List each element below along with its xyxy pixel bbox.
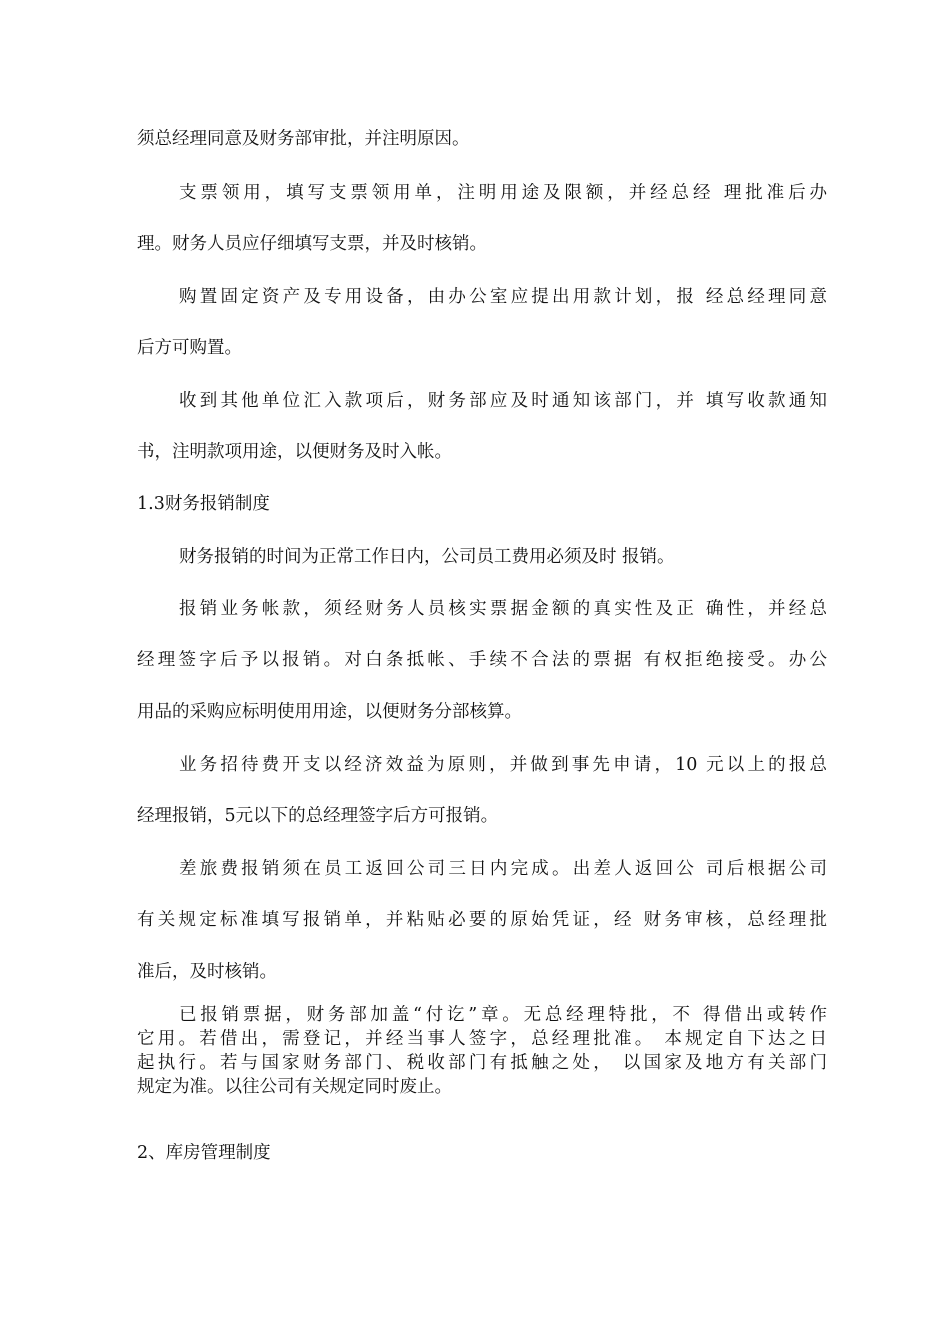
text-line: 准后，及时核销。 (137, 962, 277, 982)
text-line: 经理签字后予以报销。对白条抵帐、手续不合法的票据 有权拒绝接受。办公 (137, 650, 827, 670)
text-line: 经理报销，5元以下的总经理签字后方可报销。 (137, 806, 499, 826)
text-line: 有关规定标准填写报销单，并粘贴必要的原始凭证，经 财务审核，总经理批 (137, 910, 827, 930)
text-line: 业务招待费开支以经济效益为原则，并做到事先申请，10 元以上的报总 (179, 755, 827, 775)
text-line: 须总经理同意及财务部审批，并注明原因。 (137, 129, 470, 149)
text-line: 1.3财务报销制度 (137, 494, 270, 514)
text-line: 后方可购置。 (137, 338, 242, 358)
text-line: 差旅费报销须在员工返回公司三日内完成。出差人返回公 司后根据公司 (179, 859, 827, 879)
text-line: 理。财务人员应仔细填写支票，并及时核销。 (137, 234, 487, 254)
text-line: 报销业务帐款，须经财务人员核实票据金额的真实性及正 确性，并经总 (179, 599, 827, 619)
text-line: 用品的采购应标明使用用途，以便财务分部核算。 (137, 702, 522, 722)
section-heading-warehouse-management: 2、库房管理制度 (137, 1143, 271, 1163)
text-line: 起执行。若与国家财务部门、税收部门有抵触之处， 以国家及地方有关部门 (137, 1053, 827, 1073)
text-line: 书，注明款项用途，以便财务及时入帐。 (137, 442, 452, 462)
text-line: 它用。若借出，需登记，并经当事人签字，总经理批准。 本规定自下达之日 (137, 1029, 827, 1049)
text-line: 已报销票据，财务部加盖“付讫”章。无总经理特批，不 得借出或转作 (179, 1005, 827, 1025)
text-line: 财务报销的时间为正常工作日内，公司员工费用必须及时 报销。 (179, 547, 675, 567)
text-line: 收到其他单位汇入款项后，财务部应及时通知该部门，并 填写收款通知 (179, 391, 827, 411)
text-line: 购置固定资产及专用设备，由办公室应提出用款计划，报 经总经理同意 (179, 287, 827, 307)
text-line: 规定为准。以往公司有关规定同时废止。 (137, 1077, 452, 1097)
text-line: 支票领用，填写支票领用单，注明用途及限额，并经总经 理批准后办 (179, 183, 827, 203)
